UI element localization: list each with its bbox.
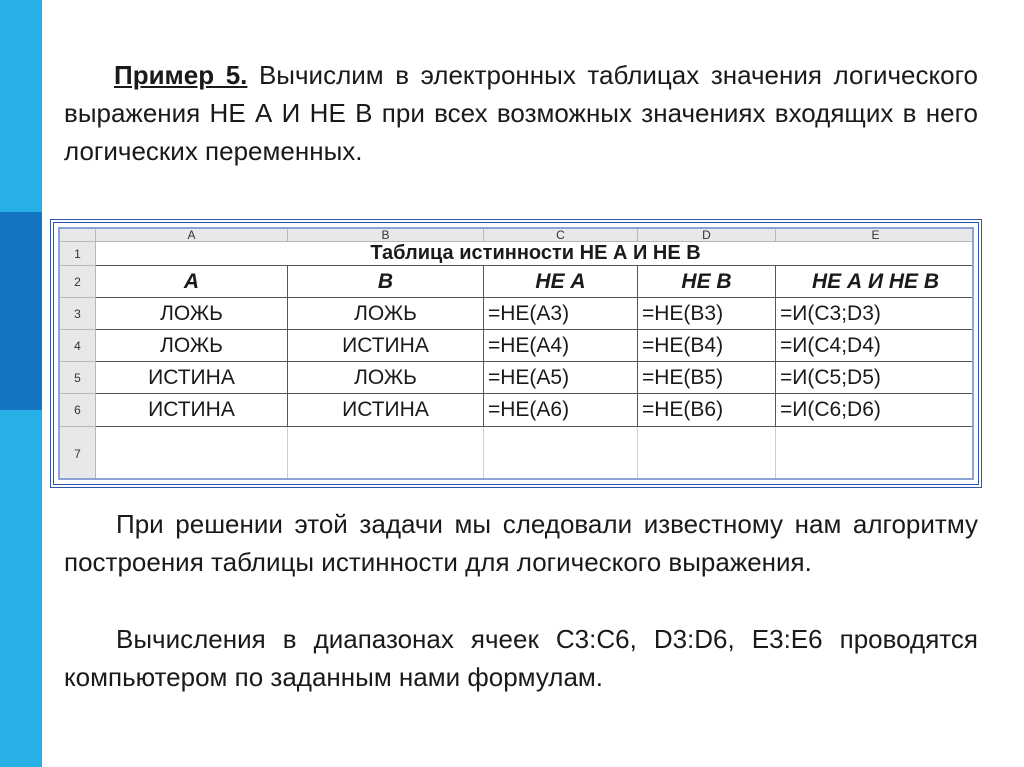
header-cell: А bbox=[96, 266, 288, 298]
table-cell: ЛОЖЬ bbox=[96, 298, 288, 330]
row-header-2: 2 bbox=[60, 266, 96, 298]
table-cell: =НЕ(B5) bbox=[638, 362, 776, 394]
column-header-d: D bbox=[638, 229, 776, 242]
table-cell: ИСТИНА bbox=[288, 330, 484, 362]
table-cell: =И(C6;D6) bbox=[776, 394, 974, 427]
row-header-5: 5 bbox=[60, 362, 96, 394]
intro-text: Вычислим в электронных таблицах значения логического выражения НЕ А И НЕ В при всех возможных значениях входящих в него логических переменных. bbox=[64, 60, 978, 166]
table-cell: =НЕ(B6) bbox=[638, 394, 776, 427]
table-title-cell: Таблица истинности НЕ А И НЕ В bbox=[96, 242, 974, 266]
solution-text: При решении этой задачи мы следовали известному нам алгоритму построения таблицы истинности для логического выражения. bbox=[64, 509, 978, 577]
table-cell: =НЕ(A6) bbox=[484, 394, 638, 427]
table-cell: ЛОЖЬ bbox=[288, 362, 484, 394]
table-cell: =И(C4;D4) bbox=[776, 330, 974, 362]
row-header-6: 6 bbox=[60, 394, 96, 427]
header-cell: НЕ В bbox=[638, 266, 776, 298]
table-cell: =И(C3;D3) bbox=[776, 298, 974, 330]
row-7-cell bbox=[288, 427, 484, 480]
row-7-cell bbox=[484, 427, 638, 480]
side-accent-block bbox=[0, 212, 42, 410]
spreadsheet-grid bbox=[58, 227, 974, 480]
solution-paragraph bbox=[64, 505, 978, 581]
table-cell: ИСТИНА bbox=[96, 362, 288, 394]
column-header-a: A bbox=[96, 229, 288, 242]
row-7-cell bbox=[96, 427, 288, 480]
table-cell: ЛОЖЬ bbox=[288, 298, 484, 330]
table-cell: ИСТИНА bbox=[288, 394, 484, 427]
table-cell: =НЕ(A3) bbox=[484, 298, 638, 330]
header-cell: НЕ А И НЕ В bbox=[776, 266, 974, 298]
row-header-7: 7 bbox=[60, 427, 96, 480]
header-cell: НЕ А bbox=[484, 266, 638, 298]
calculation-text: Вычисления в диапазонах ячеек C3:C6, D3:D6, E3:E6 проводятся компьютером по заданным нами формулам. bbox=[64, 624, 978, 692]
select-all-corner bbox=[60, 229, 96, 242]
row-7-cell bbox=[638, 427, 776, 480]
table-cell: =НЕ(A5) bbox=[484, 362, 638, 394]
calculation-paragraph bbox=[64, 620, 978, 696]
column-header-c: C bbox=[484, 229, 638, 242]
example-label: Пример 5. bbox=[114, 60, 248, 90]
table-cell: =И(C5;D5) bbox=[776, 362, 974, 394]
table-cell: =НЕ(B4) bbox=[638, 330, 776, 362]
table-cell: =НЕ(A4) bbox=[484, 330, 638, 362]
column-header-e: E bbox=[776, 229, 974, 242]
table-cell: =НЕ(B3) bbox=[638, 298, 776, 330]
intro-paragraph bbox=[64, 56, 978, 170]
column-header-b: B bbox=[288, 229, 484, 242]
row-7-cell bbox=[776, 427, 974, 480]
spreadsheet-frame bbox=[50, 219, 982, 488]
table-cell: ЛОЖЬ bbox=[96, 330, 288, 362]
row-header-1: 1 bbox=[60, 242, 96, 266]
header-cell: В bbox=[288, 266, 484, 298]
table-cell: ИСТИНА bbox=[96, 394, 288, 427]
row-header-4: 4 bbox=[60, 330, 96, 362]
row-header-3: 3 bbox=[60, 298, 96, 330]
